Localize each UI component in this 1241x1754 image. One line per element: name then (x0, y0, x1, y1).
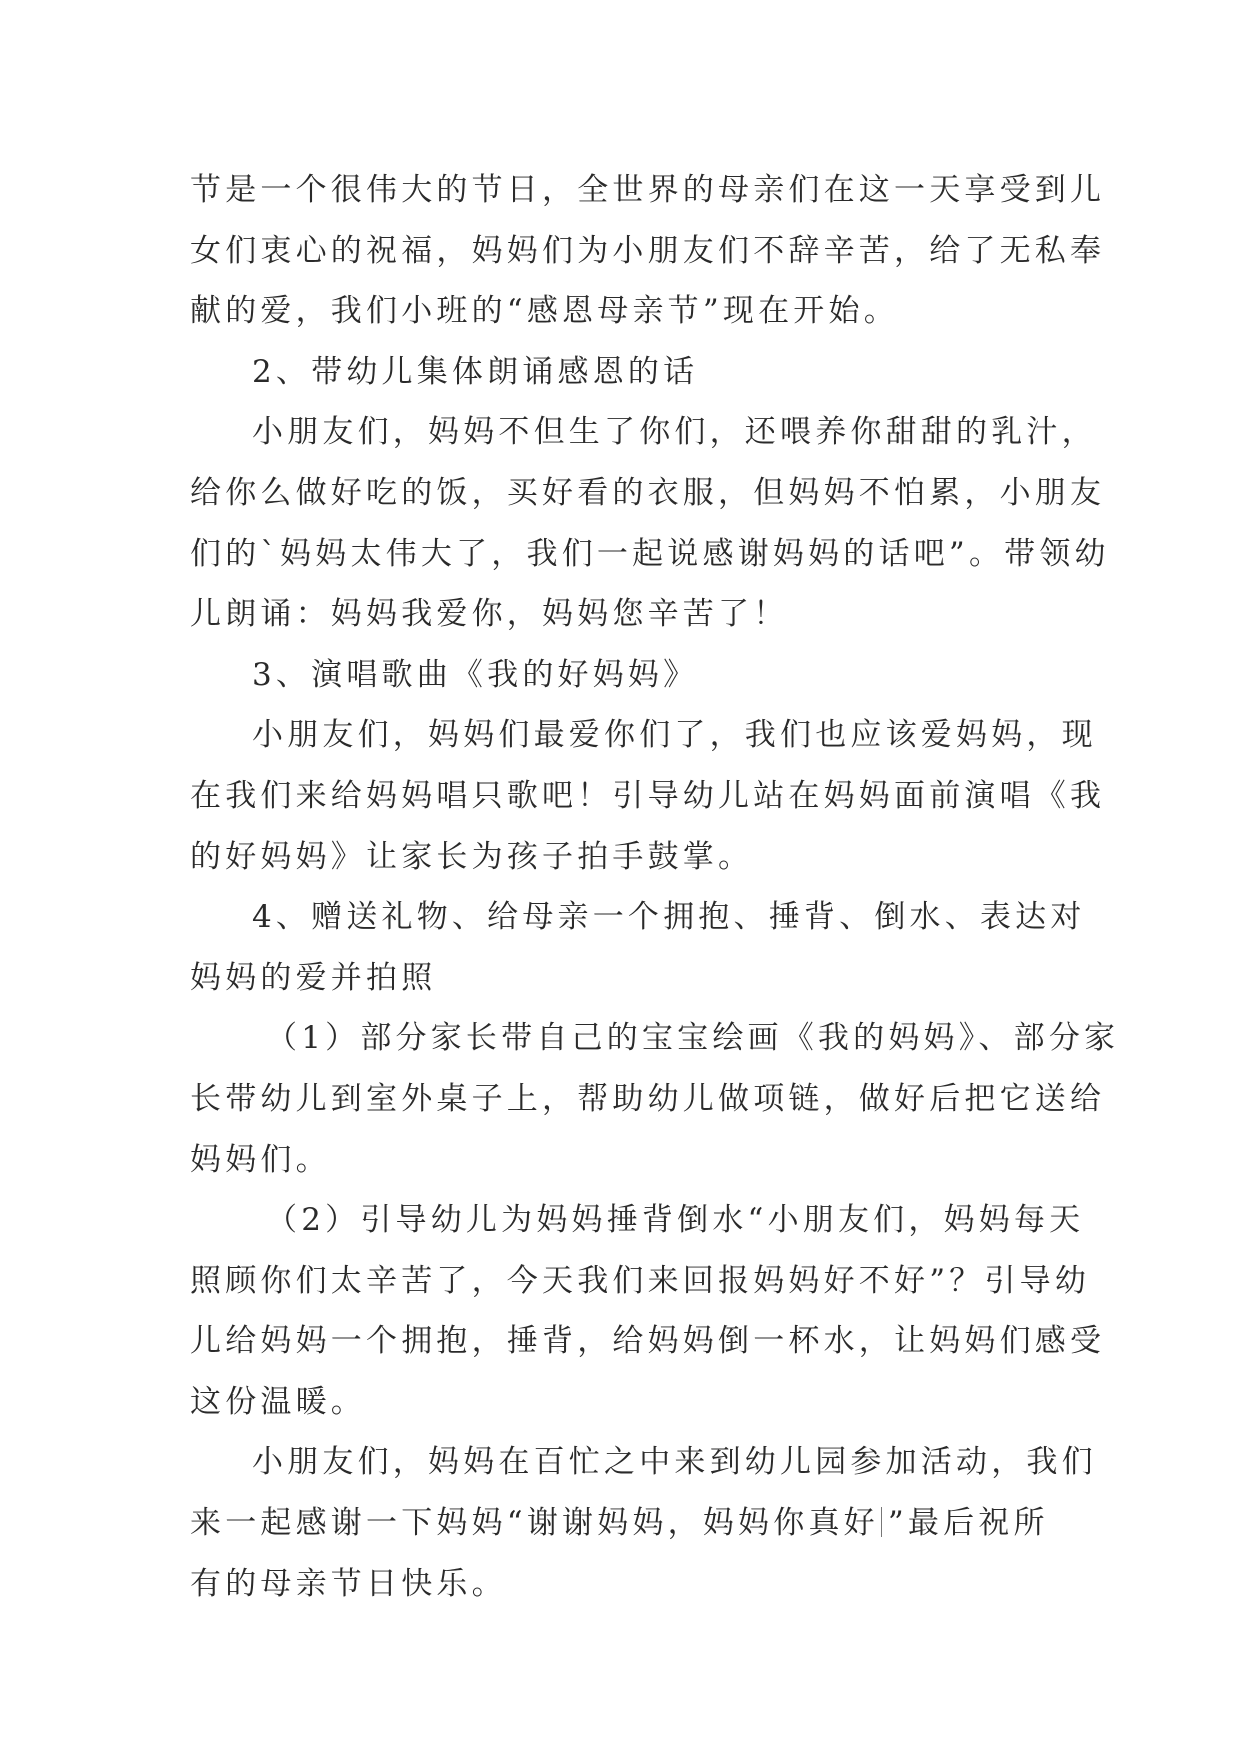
body-text (190, 160, 1120, 1614)
text-line: 小朋友们，妈妈在百忙之中来到幼儿园参加活动，我们 (252, 1444, 1097, 1481)
text-segment: 来一起感谢一下妈妈“谢谢妈妈，妈妈你真好 (190, 1505, 879, 1542)
text-line: 节是一个很伟大的节日，全世界的母亲们在这一天享受到儿 (190, 172, 1106, 208)
text-line: 献的爱，我们小班的“感恩母亲节”现在开始。 (190, 293, 899, 330)
text-cursor-mark (881, 1507, 882, 1537)
sub-item-1: （1）部分家长带自己的宝宝绘画《我的妈妈》、部分家 (266, 1020, 1120, 1057)
text-line: 们的`妈妈太伟大了，我们一起说感谢妈妈的话吧”。带领幼 (190, 535, 1110, 572)
text-line: 有的母亲节日快乐。 (190, 1565, 507, 1602)
text-segment: ”最后祝所 (887, 1505, 1049, 1542)
text-line: 的好妈妈》让家长为孩子拍手鼓掌。 (190, 838, 754, 875)
text-line: 儿给妈妈一个拥抱，捶背，给妈妈倒一杯水，让妈妈们感受 (190, 1323, 1106, 1360)
section-heading-2: 2、带幼儿集体朗诵感恩的话 (252, 353, 699, 390)
sub-item-2: （2）引导幼儿为妈妈捶背倒水“小朋友们，妈妈每天 (266, 1202, 1085, 1239)
text-line: 小朋友们，妈妈不但生了你们，还喂养你甜甜的乳汁， (252, 414, 1097, 451)
text-line: 给你么做好吃的饭，买好看的衣服，但妈妈不怕累，小朋友 (190, 474, 1106, 511)
section-heading-3: 3、演唱歌曲《我的好妈妈》 (252, 656, 699, 693)
text-line (190, 1493, 1060, 1554)
text-line: 女们衷心的祝福，妈妈们为小朋友们不辞辛苦，给了无私奉 (190, 232, 1106, 269)
text-line: 长带幼儿到室外桌子上，帮助幼儿做项链，做好后把它送给 (190, 1080, 1106, 1117)
text-line: 妈妈的爱并拍照 (190, 959, 437, 996)
text-line: 在我们来给妈妈唱只歌吧！引导幼儿站在妈妈面前演唱《我 (190, 777, 1106, 814)
text-line: 儿朗诵：妈妈我爱你，妈妈您辛苦了！ (190, 596, 789, 633)
text-line: 妈妈们。 (190, 1141, 331, 1178)
text-line: 照顾你们太辛苦了，今天我们来回报妈妈好不好”？引导幼 (190, 1262, 1091, 1299)
text-line: 小朋友们，妈妈们最爱你们了，我们也应该爱妈妈，现 (252, 717, 1097, 754)
text-line: 这份温暖。 (190, 1383, 366, 1420)
section-heading-4: 4、赠送礼物、给母亲一个拥抱、捶背、倒水、表达对 (252, 899, 1086, 936)
